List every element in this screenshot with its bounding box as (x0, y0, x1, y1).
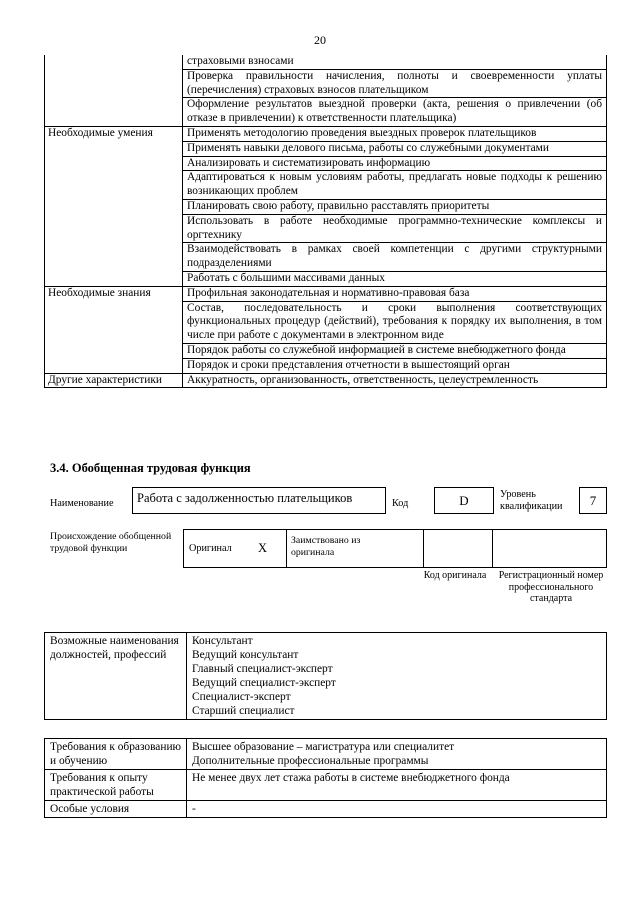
row-label (45, 141, 183, 156)
row-label (45, 271, 183, 286)
row-value: Адаптироваться к новым условиям работы, предлагать новые подходы к решению возникающих проблем (183, 171, 607, 200)
function-name-field: Работа с задолженностью плательщиков (132, 487, 386, 514)
code-field: D (434, 487, 494, 514)
requirement-label: Особые условия (45, 801, 187, 818)
row-value: Взаимодействовать в рамках своей компетенции с другими структурными подразделениями (183, 243, 607, 272)
row-value: страховыми взносами (183, 55, 607, 69)
original-code-caption: Код оригинала (423, 570, 487, 581)
positions-list (187, 633, 607, 720)
position-item: Главный специалист-эксперт (192, 663, 333, 675)
row-label (45, 343, 183, 358)
row-label: Необходимые знания (45, 286, 183, 301)
position-item: Консультант (192, 635, 253, 647)
row-value: Порядок работы со служебной информацией в системе внебюджетного фонда (183, 343, 607, 358)
row-value: Применять навыки делового письма, работы со служебными документами (183, 141, 607, 156)
position-item: Ведущий специалист-эксперт (192, 677, 336, 689)
original-code-cell (423, 530, 493, 567)
requirement-value: Не менее двух лет стажа работы в системе внебюджетного фонда (187, 770, 607, 801)
origin-row (183, 529, 607, 568)
row-value: Работать с большими массивами данных (183, 271, 607, 286)
position-item: Специалист-эксперт (192, 691, 291, 703)
original-cell (184, 530, 287, 567)
name-label: Наименование (50, 498, 114, 509)
level-field: 7 (579, 487, 607, 514)
row-label: Другие характеристики (45, 373, 183, 388)
row-label (45, 69, 183, 98)
row-value: Состав, последовательность и сроки выполнения соответствующих функциональных процедур (действий), требования к порядку их выполнения, в том числе при работе с документами в электронном виде (183, 301, 607, 343)
row-label (45, 98, 183, 127)
row-label (45, 171, 183, 200)
positions-label: Возможные наименования должностей, профессий (45, 633, 187, 720)
row-label (45, 243, 183, 272)
row-label (45, 55, 183, 69)
requirement-value: Высшее образование – магистратура или специалитет Дополнительные профессиональные программы (187, 739, 607, 770)
row-label (45, 156, 183, 171)
borrowed-cell (286, 530, 424, 567)
position-item: Старший специалист (192, 705, 295, 717)
row-value: Анализировать и систематизировать информацию (183, 156, 607, 171)
page-number: 20 (314, 33, 326, 47)
origin-label: Происхождение обобщенной трудовой функции (50, 531, 172, 554)
row-label (45, 358, 183, 373)
row-value: Планировать свою работу, правильно расставлять приоритеты (183, 199, 607, 214)
row-value: Порядок и сроки представления отчетности в вышестоящий орган (183, 358, 607, 373)
code-label: Код (392, 498, 409, 509)
requirement-label: Требования к образованию и обучению (45, 739, 187, 770)
row-value: Аккуратность, организованность, ответственность, целеустремленность (183, 373, 607, 388)
row-value: Профильная законодательная и нормативно-правовая база (183, 286, 607, 301)
original-label: Оригинал (189, 543, 232, 554)
position-item: Ведущий консультант (192, 649, 299, 661)
borrowed-label: Заимствовано из оригинала (291, 535, 361, 558)
row-label (45, 301, 183, 343)
registration-number-caption: Регистрационный номер профессионального стандарта (498, 570, 604, 604)
row-value: Использовать в работе необходимые программно-технические комплексы и оргтехнику (183, 214, 607, 243)
row-label: Необходимые умения (45, 126, 183, 141)
positions-table (44, 632, 607, 720)
row-value: Проверка правильности начисления, полноты и своевременности уплаты (перечисления) страховых взносов плательщиком (183, 69, 607, 98)
original-mark: X (258, 541, 268, 555)
row-value: Оформление результатов выездной проверки (акта, решения о привлечении (об отказе в привлечении) к ответственности плательщика) (183, 98, 607, 127)
level-label: Уровень квалификации (500, 489, 563, 512)
skills-knowledge-table (44, 55, 607, 388)
row-label (45, 199, 183, 214)
requirement-label: Требования к опыту практической работы (45, 770, 187, 801)
requirements-table (44, 738, 607, 818)
row-value: Применять методологию проведения выездных проверок плательщиков (183, 126, 607, 141)
row-label (45, 214, 183, 243)
section-title: 3.4. Обобщенная трудовая функция (50, 461, 251, 475)
requirement-value: - (187, 801, 607, 818)
